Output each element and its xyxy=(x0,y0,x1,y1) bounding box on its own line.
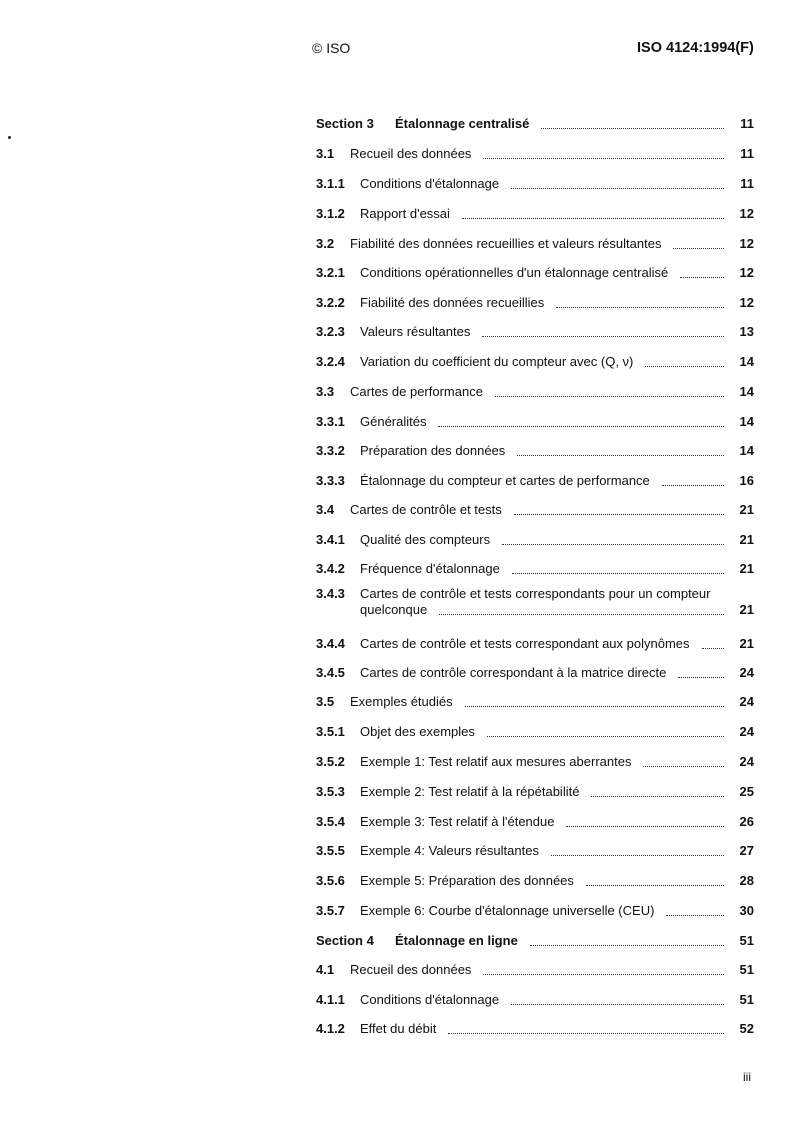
toc-entry-title: Recueil des données xyxy=(350,146,472,161)
toc-entry-title: Rapport d'essai xyxy=(360,206,450,221)
toc-entry-page: 51 xyxy=(739,992,754,1007)
toc-entry-title: Valeurs résultantes xyxy=(360,324,471,339)
dot-leader xyxy=(643,765,724,767)
dot-leader xyxy=(482,335,724,337)
toc-entry-title: Cartes de contrôle et tests correspondant aux polynômes xyxy=(360,636,690,651)
toc-entry-title: Préparation des données xyxy=(360,443,506,458)
toc-entry[interactable] xyxy=(316,291,754,311)
toc-entry-title: Variation du coefficient du compteur avec (Q, ν) xyxy=(360,354,634,369)
toc-entry-page: 27 xyxy=(739,843,754,858)
toc-entry[interactable] xyxy=(316,632,754,652)
dot-leader xyxy=(541,127,724,129)
toc-entry-title: Étalonnage en ligne xyxy=(395,933,518,948)
toc-entry-number: 3.4.3 xyxy=(316,586,345,601)
toc-entry-number: Section 3 xyxy=(316,116,374,131)
page-number: iii xyxy=(743,1070,751,1084)
dot-leader xyxy=(551,854,724,856)
toc-entry-number: 3.2.2 xyxy=(316,295,345,310)
dot-leader xyxy=(680,276,724,278)
toc-entry-number: 3.5.3 xyxy=(316,784,345,799)
toc-entry[interactable] xyxy=(316,232,754,252)
dot-leader xyxy=(673,247,724,249)
dot-leader xyxy=(662,484,724,486)
toc-entry-number: 3.4.4 xyxy=(316,636,345,651)
toc-entry-number: Section 4 xyxy=(316,933,374,948)
dot-leader xyxy=(465,705,724,707)
toc-entry-title: Recueil des données xyxy=(350,962,472,977)
dot-leader xyxy=(495,395,724,397)
scan-speck xyxy=(8,136,11,139)
dot-leader xyxy=(666,914,724,916)
toc-entry-page: 51 xyxy=(739,933,754,948)
toc-entry-title: Exemple 4: Valeurs résultantes xyxy=(360,843,539,858)
toc-entry[interactable] xyxy=(316,528,754,548)
toc-entry-number: 3.4.2 xyxy=(316,561,345,576)
toc-entry[interactable] xyxy=(316,988,754,1008)
dot-leader xyxy=(556,306,724,308)
dot-leader xyxy=(511,187,724,189)
dot-leader xyxy=(517,454,724,456)
toc-entry-title: Étalonnage centralisé xyxy=(395,116,530,131)
toc-entry-number: 3.3.1 xyxy=(316,414,345,429)
toc-entry-title: Qualité des compteurs xyxy=(360,532,491,547)
dot-leader xyxy=(702,647,724,649)
toc-entry-page: 13 xyxy=(739,324,754,339)
toc-entry[interactable] xyxy=(316,320,754,340)
toc-entry-title: Cartes de contrôle correspondant à la matrice directe xyxy=(360,665,667,680)
toc-entry-title: Fiabilité des données recueillies xyxy=(360,295,545,310)
toc-entry-number: 4.1.1 xyxy=(316,992,345,1007)
toc-entry[interactable] xyxy=(316,380,754,400)
toc-entry[interactable] xyxy=(316,899,754,919)
toc-entry-title: Conditions d'étalonnage xyxy=(360,176,500,191)
toc-entry-title: Exemple 5: Préparation des données xyxy=(360,873,574,888)
toc-entry[interactable] xyxy=(316,929,754,949)
dot-leader xyxy=(586,884,724,886)
toc-entry-number: 3.5.6 xyxy=(316,873,345,888)
toc-entry[interactable] xyxy=(316,869,754,889)
toc-entry-page: 11 xyxy=(740,176,754,191)
toc-entry[interactable] xyxy=(316,810,754,830)
toc-entry-title: Conditions opérationnelles d'un étalonnage centralisé xyxy=(360,265,669,280)
toc-entry[interactable] xyxy=(316,958,754,978)
dot-leader xyxy=(512,572,724,574)
toc-entry-number: 3.5 xyxy=(316,694,335,709)
toc-entry-number: 3.5.2 xyxy=(316,754,345,769)
toc-entry-title: Généralités xyxy=(360,414,427,429)
dot-leader xyxy=(438,425,724,427)
dot-leader xyxy=(483,973,724,975)
dot-leader xyxy=(566,825,724,827)
toc-entry-page: 21 xyxy=(739,532,754,547)
toc-entry-page: 24 xyxy=(739,754,754,769)
toc-entry-page: 24 xyxy=(739,694,754,709)
toc-entry[interactable] xyxy=(316,780,754,800)
toc-entry-page: 14 xyxy=(739,354,754,369)
toc-entry-page: 12 xyxy=(739,206,754,221)
toc-entry-page: 14 xyxy=(739,414,754,429)
page-header-right: ISO 4124:1994(F) xyxy=(637,40,754,56)
toc-entry-page: 12 xyxy=(739,295,754,310)
toc-entry[interactable] xyxy=(316,410,754,430)
toc-entry-number: 3.2.1 xyxy=(316,265,345,280)
dot-leader xyxy=(462,217,724,219)
toc-entry[interactable] xyxy=(316,750,754,770)
toc-entry[interactable] xyxy=(316,350,754,370)
toc-entry-number: 4.1 xyxy=(316,962,335,977)
toc-entry-title: Exemple 1: Test relatif aux mesures aberrantes xyxy=(360,754,632,769)
toc-entry-title: Exemple 3: Test relatif à l'étendue xyxy=(360,814,555,829)
toc-entry-page: 21 xyxy=(739,502,754,517)
toc-entry-page: 52 xyxy=(739,1021,754,1036)
toc-entry-number: 3.3.2 xyxy=(316,443,345,458)
toc-entry-title: Exemple 6: Courbe d'étalonnage universelle (CEU) xyxy=(360,903,655,918)
toc-entry-title: Fiabilité des données recueillies et valeurs résultantes xyxy=(350,236,662,251)
toc-entry-page: 30 xyxy=(739,903,754,918)
toc-entry-title: Cartes de performance xyxy=(350,384,483,399)
toc-entry-page: 14 xyxy=(739,384,754,399)
dot-leader xyxy=(502,543,724,545)
toc-entry[interactable] xyxy=(316,172,754,192)
toc-entry-title: Exemples étudiés xyxy=(350,694,453,709)
toc-entry[interactable] xyxy=(316,661,754,681)
toc-entry-number: 3.1.1 xyxy=(316,176,345,191)
toc-entry-title: Étalonnage du compteur et cartes de performance xyxy=(360,473,650,488)
toc-entry-page: 11 xyxy=(740,146,754,161)
toc-entry-number: 3.4 xyxy=(316,502,335,517)
dot-leader xyxy=(511,1003,724,1005)
toc-entry-title: Exemple 2: Test relatif à la répétabilité xyxy=(360,784,580,799)
toc-entry-number: 3.4.1 xyxy=(316,532,345,547)
toc-entry-page: 25 xyxy=(739,784,754,799)
toc-entry-title: Objet des exemples xyxy=(360,724,475,739)
toc-entry-number: 3.3.3 xyxy=(316,473,345,488)
toc-entry-title: Cartes de contrôle et tests correspondants pour un compteur xyxy=(360,586,711,601)
toc-entry-page: 28 xyxy=(739,873,754,888)
toc-entry-page: 26 xyxy=(739,814,754,829)
toc-entry-page: 21 xyxy=(739,636,754,651)
dot-leader xyxy=(530,944,724,946)
toc-entry-title-continued: quelconque xyxy=(360,602,428,617)
toc-entry-number: 4.1.2 xyxy=(316,1021,345,1036)
toc-entry[interactable] xyxy=(316,557,754,577)
toc-entry-number: 3.2 xyxy=(316,236,335,251)
toc-entry[interactable] xyxy=(316,720,754,740)
toc-entry[interactable] xyxy=(316,498,754,518)
toc-entry-title: Conditions d'étalonnage xyxy=(360,992,500,1007)
toc-entry-page: 11 xyxy=(740,116,754,131)
toc-entry-page: 24 xyxy=(739,724,754,739)
dot-leader xyxy=(483,157,724,159)
page-header-left: © ISO xyxy=(312,40,351,56)
dot-leader xyxy=(487,735,724,737)
toc-entry-page: 12 xyxy=(739,265,754,280)
toc-entry-page: 16 xyxy=(739,473,754,488)
toc-entry-number: 3.5.4 xyxy=(316,814,345,829)
toc-entry[interactable] xyxy=(316,1017,754,1037)
toc-entry[interactable] xyxy=(316,112,754,132)
toc-entry[interactable] xyxy=(316,586,754,622)
dot-leader xyxy=(439,613,724,615)
dot-leader xyxy=(645,365,724,367)
toc-entry[interactable] xyxy=(316,439,754,459)
toc-entry-number: 3.3 xyxy=(316,384,335,399)
toc-entry[interactable] xyxy=(316,202,754,222)
toc-entry-title: Effet du débit xyxy=(360,1021,437,1036)
toc-entry-page: 24 xyxy=(739,665,754,680)
toc-entry[interactable] xyxy=(316,469,754,489)
toc-entry-number: 3.4.5 xyxy=(316,665,345,680)
toc-entry-page: 21 xyxy=(739,602,754,617)
toc-entry-number: 3.5.7 xyxy=(316,903,345,918)
toc-entry-number: 3.2.4 xyxy=(316,354,345,369)
toc-entry-number: 3.5.5 xyxy=(316,843,345,858)
toc-entry-page: 21 xyxy=(739,561,754,576)
dot-leader xyxy=(448,1032,724,1034)
dot-leader xyxy=(678,676,724,678)
toc-entry-page: 14 xyxy=(739,443,754,458)
toc-entry-number: 3.5.1 xyxy=(316,724,345,739)
toc-entry-number: 3.1 xyxy=(316,146,335,161)
toc-entry[interactable] xyxy=(316,839,754,859)
toc-entry-page: 51 xyxy=(739,962,754,977)
dot-leader xyxy=(514,513,724,515)
toc-entry-title: Fréquence d'étalonnage xyxy=(360,561,500,576)
toc-entry[interactable] xyxy=(316,142,754,162)
toc-entry-number: 3.1.2 xyxy=(316,206,345,221)
toc-entry-number: 3.2.3 xyxy=(316,324,345,339)
toc-entry-page: 12 xyxy=(739,236,754,251)
toc-entry-title: Cartes de contrôle et tests xyxy=(350,502,502,517)
toc-entry[interactable] xyxy=(316,690,754,710)
toc-entry[interactable] xyxy=(316,261,754,281)
dot-leader xyxy=(591,795,724,797)
